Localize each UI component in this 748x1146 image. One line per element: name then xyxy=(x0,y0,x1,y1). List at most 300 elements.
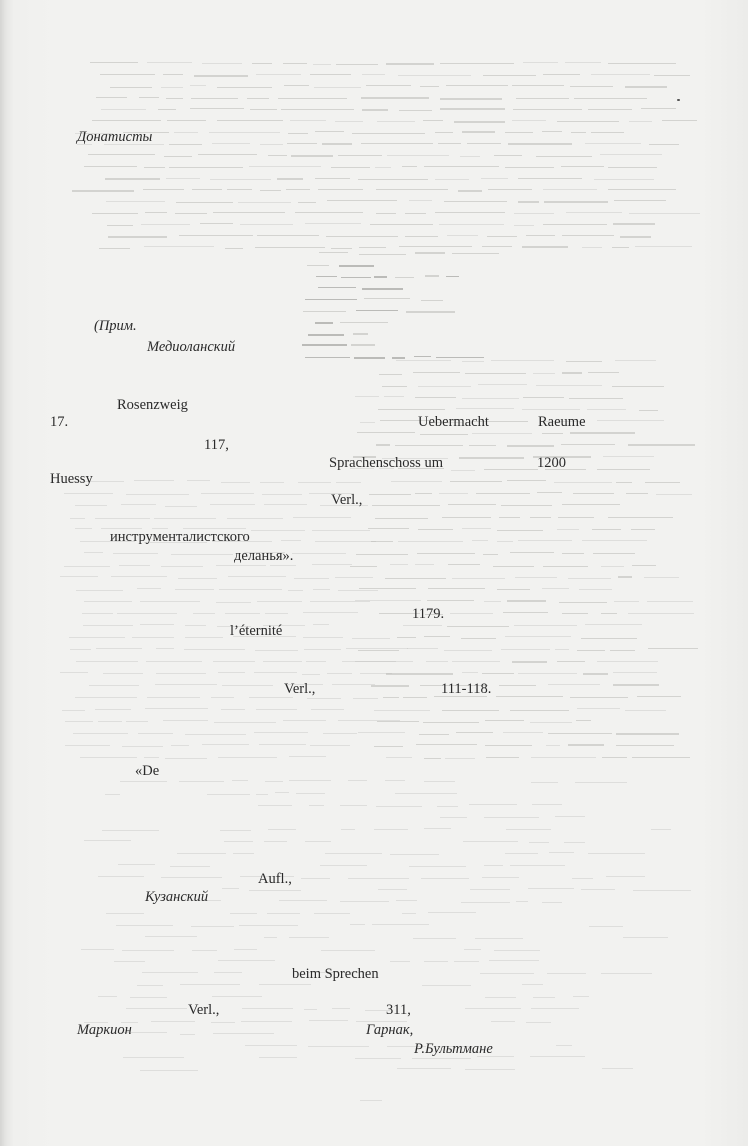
bleed-through-line xyxy=(588,109,632,110)
bleed-through-line xyxy=(374,276,386,277)
bleed-through-line xyxy=(435,132,453,133)
bleed-through-line xyxy=(314,913,351,914)
bleed-through-line xyxy=(318,189,364,190)
word-111-118: 111-118. xyxy=(441,681,492,697)
bleed-through-line xyxy=(418,529,452,530)
bleed-through-line xyxy=(105,794,120,795)
bleed-through-line xyxy=(614,601,639,602)
bleed-through-line xyxy=(267,913,300,914)
word-117: 117, xyxy=(204,437,229,453)
bleed-through-line xyxy=(472,433,532,434)
bleed-through-line xyxy=(428,588,485,589)
bleed-through-line xyxy=(628,444,695,445)
bleed-through-line xyxy=(169,167,243,168)
bleed-through-line xyxy=(100,74,154,75)
bleed-through-line xyxy=(518,673,576,674)
bleed-through-line xyxy=(448,564,480,565)
bleed-through-line xyxy=(514,625,577,626)
bleed-through-line xyxy=(185,734,246,735)
bleed-through-line xyxy=(439,493,468,494)
bleed-through-line xyxy=(513,109,582,110)
bleed-through-line xyxy=(484,469,538,470)
bleed-through-line xyxy=(482,877,519,878)
bleed-through-line xyxy=(570,432,634,433)
bleed-through-line xyxy=(555,649,569,650)
bleed-through-line xyxy=(232,780,248,781)
bleed-through-line xyxy=(216,565,266,566)
bleed-through-line xyxy=(281,540,300,541)
bleed-through-line xyxy=(632,757,689,758)
bleed-through-line xyxy=(662,120,697,121)
bleed-through-line xyxy=(342,661,396,662)
bleed-through-line xyxy=(140,624,173,625)
bleed-through-line xyxy=(651,829,671,830)
bleed-through-line xyxy=(571,132,586,133)
bleed-through-line xyxy=(187,480,210,481)
word-17: 17. xyxy=(50,414,69,430)
bleed-through-line xyxy=(415,252,445,253)
bleed-through-line xyxy=(284,85,309,86)
bleed-through-line xyxy=(264,937,277,938)
bleed-through-line xyxy=(265,781,283,782)
bleed-through-line xyxy=(530,1056,585,1057)
bleed-through-line xyxy=(472,540,487,541)
bleed-through-line xyxy=(462,131,496,132)
bleed-through-line xyxy=(415,564,434,565)
bleed-through-line xyxy=(445,758,475,759)
bleed-through-line xyxy=(577,708,620,709)
bleed-through-line xyxy=(564,842,585,843)
bleed-through-line xyxy=(338,720,399,721)
bleed-through-line xyxy=(482,673,514,674)
bleed-through-line xyxy=(639,410,658,411)
bleed-through-line xyxy=(75,505,107,506)
bleed-through-line xyxy=(192,189,222,190)
bleed-through-line xyxy=(470,889,509,890)
bleed-through-line xyxy=(303,637,342,638)
bleed-through-line xyxy=(610,650,635,651)
bleed-through-line xyxy=(536,385,602,386)
bleed-through-line xyxy=(403,697,427,698)
bleed-through-line xyxy=(292,553,346,554)
bleed-through-line xyxy=(587,409,626,410)
bleed-through-line xyxy=(452,661,500,662)
bleed-through-line xyxy=(407,648,438,649)
bleed-through-line xyxy=(221,709,245,710)
bleed-through-line xyxy=(319,252,348,253)
bleed-through-line xyxy=(537,492,562,493)
bleed-through-line xyxy=(126,721,148,722)
bleed-through-line xyxy=(260,144,284,145)
bleed-through-line xyxy=(192,950,218,951)
bleed-through-line xyxy=(435,179,469,180)
bleed-through-line xyxy=(566,361,602,362)
bleed-through-line xyxy=(415,493,432,494)
bleed-through-line xyxy=(489,960,539,961)
bleed-through-line xyxy=(370,224,433,225)
bleed-through-line xyxy=(384,396,404,397)
bleed-through-line xyxy=(256,794,268,795)
bleed-through-line xyxy=(64,566,110,567)
bleed-through-line xyxy=(332,684,375,685)
bleed-through-line xyxy=(483,554,498,555)
bleed-through-line xyxy=(368,528,409,529)
bleed-through-line xyxy=(542,588,570,589)
bleed-through-line xyxy=(383,697,399,698)
bleed-through-line xyxy=(421,300,443,301)
bleed-through-line xyxy=(510,865,565,866)
bleed-through-line xyxy=(105,178,160,179)
bleed-through-line xyxy=(340,901,389,902)
bleed-through-line xyxy=(494,950,541,951)
bleed-through-line xyxy=(597,420,665,421)
bleed-through-line xyxy=(145,708,208,709)
bleed-through-line xyxy=(574,98,647,99)
bleed-through-line xyxy=(446,85,508,86)
bleed-through-line xyxy=(452,578,506,579)
bleed-through-line xyxy=(289,937,329,938)
bleed-through-line xyxy=(597,661,658,662)
bleed-through-line xyxy=(546,745,561,746)
bleed-through-line xyxy=(608,167,657,168)
bleed-through-line xyxy=(397,637,416,638)
bleed-through-line xyxy=(516,98,569,99)
bleed-through-line xyxy=(456,732,494,733)
bleed-through-line xyxy=(331,167,370,168)
bleed-through-line xyxy=(307,698,341,699)
bleed-through-line xyxy=(442,517,491,518)
bleed-through-line xyxy=(395,793,456,794)
bleed-through-line xyxy=(216,602,251,603)
bleed-through-line xyxy=(484,601,501,602)
bleed-through-line xyxy=(310,745,350,746)
bleed-through-line xyxy=(440,63,514,64)
bleed-through-line xyxy=(526,235,555,236)
bleed-through-line xyxy=(416,744,477,745)
bleed-through-line xyxy=(222,685,272,686)
bleed-through-line xyxy=(523,62,558,63)
bleed-through-line xyxy=(354,357,385,358)
bleed-through-line xyxy=(185,625,206,626)
bleed-through-line xyxy=(225,248,244,249)
bleed-through-line xyxy=(355,396,379,397)
bleed-through-line xyxy=(108,236,167,237)
bleed-through-line xyxy=(242,1008,293,1009)
word-aufl: Aufl., xyxy=(258,871,292,887)
bleed-through-line xyxy=(507,445,554,446)
bleed-through-line xyxy=(156,648,174,649)
bleed-through-line xyxy=(516,901,529,902)
bleed-through-line xyxy=(413,372,459,373)
bleed-through-line xyxy=(371,685,409,686)
bleed-through-line xyxy=(423,120,443,121)
bleed-through-line xyxy=(102,830,158,831)
bleed-through-line xyxy=(217,87,272,88)
bleed-through-line xyxy=(103,673,143,674)
bleed-through-line xyxy=(505,167,554,168)
word-311: 311, xyxy=(386,1002,411,1018)
bleed-through-line xyxy=(645,482,680,483)
bleed-through-line xyxy=(602,757,626,758)
bleed-through-line xyxy=(649,144,679,145)
bleed-through-line xyxy=(629,121,652,122)
bleed-through-line xyxy=(107,225,133,226)
bleed-through-line xyxy=(304,1009,317,1010)
bleed-through-line xyxy=(202,63,242,64)
bleed-through-line xyxy=(454,121,504,122)
bleed-through-line xyxy=(305,357,349,358)
bleed-through-line xyxy=(444,201,507,202)
bleed-through-line xyxy=(218,960,275,961)
bleed-through-line xyxy=(289,780,330,781)
bleed-through-line xyxy=(180,1034,194,1035)
bleed-through-line xyxy=(355,1058,401,1059)
bleed-through-line xyxy=(374,829,408,830)
bleed-through-line xyxy=(483,75,536,76)
bleed-through-line xyxy=(588,853,644,854)
bleed-through-line xyxy=(591,74,650,75)
bleed-through-line xyxy=(528,888,574,889)
bleed-through-line xyxy=(295,212,362,213)
bleed-through-line xyxy=(543,74,579,75)
bleed-through-line xyxy=(424,828,451,829)
bleed-through-line xyxy=(616,745,674,746)
bleed-through-line xyxy=(533,373,555,374)
bleed-through-line xyxy=(213,212,285,213)
bleed-through-line xyxy=(320,865,367,866)
bleed-through-line xyxy=(565,62,601,63)
bleed-through-line xyxy=(137,588,162,589)
bleed-through-line xyxy=(257,235,319,236)
bleed-through-line xyxy=(529,842,549,843)
bleed-through-line xyxy=(89,685,140,686)
bleed-through-line xyxy=(447,626,509,627)
bleed-through-line xyxy=(585,624,642,625)
bleed-through-line xyxy=(106,201,164,202)
bleed-through-line xyxy=(436,357,483,358)
bleed-through-line xyxy=(65,745,110,746)
bleed-through-line xyxy=(207,794,250,795)
bleed-through-line xyxy=(143,189,184,190)
bleed-through-line xyxy=(450,613,493,614)
bleed-through-line xyxy=(170,866,210,867)
bleed-through-line xyxy=(608,189,675,190)
bleed-through-line xyxy=(311,709,344,710)
bleed-through-line xyxy=(512,661,547,662)
bleed-through-line xyxy=(340,805,367,806)
bleed-through-line xyxy=(316,276,337,277)
bleed-through-line xyxy=(409,200,432,201)
bleed-through-line xyxy=(301,878,330,879)
bleed-through-line xyxy=(76,661,139,662)
bleed-through-line xyxy=(446,276,458,277)
bleed-through-line xyxy=(606,876,644,877)
bleed-through-line xyxy=(151,1021,195,1022)
bleed-through-line xyxy=(171,554,233,555)
bleed-through-line xyxy=(555,816,585,817)
bleed-through-line xyxy=(310,601,370,602)
bleed-through-line xyxy=(562,235,614,236)
bleed-through-line xyxy=(591,132,624,133)
bleed-through-line xyxy=(507,600,546,601)
bleed-through-line xyxy=(84,552,103,553)
bleed-through-line xyxy=(465,1069,515,1070)
bleed-through-line xyxy=(341,829,355,830)
word-verl-1: Verl., xyxy=(331,492,363,508)
bleed-through-line xyxy=(543,566,589,567)
bleed-through-line xyxy=(249,697,292,698)
bleed-through-line xyxy=(95,518,150,519)
bleed-through-line xyxy=(156,673,206,674)
bleed-through-line xyxy=(558,517,594,518)
bleed-through-line xyxy=(335,121,364,122)
bleed-through-line xyxy=(570,697,628,698)
bleed-through-line xyxy=(359,247,386,248)
bleed-through-line xyxy=(224,841,253,842)
bleed-through-line xyxy=(194,75,248,76)
bleed-through-line xyxy=(491,360,555,361)
bleed-through-line xyxy=(577,650,605,651)
bleed-through-line xyxy=(531,757,595,758)
bleed-through-line xyxy=(327,673,352,674)
bleed-through-line xyxy=(601,973,651,974)
bleed-through-line xyxy=(65,721,92,722)
bleed-through-line xyxy=(323,733,357,734)
bleed-through-line xyxy=(377,121,415,122)
bleed-through-line xyxy=(296,793,325,794)
bleed-through-line xyxy=(258,805,292,806)
bleed-through-line xyxy=(458,190,482,191)
bleed-through-line xyxy=(554,482,611,483)
word-1200: 1200 xyxy=(537,455,566,471)
bleed-through-line xyxy=(220,830,251,831)
word-instrumentalistskogo: инструменталистского xyxy=(110,529,250,545)
bleed-through-line xyxy=(256,709,296,710)
bleed-through-line xyxy=(298,202,316,203)
bleed-through-line xyxy=(310,74,351,75)
bleed-through-line xyxy=(233,853,254,854)
bleed-through-line xyxy=(447,235,479,236)
bleed-through-line xyxy=(222,888,239,889)
bleed-through-line xyxy=(518,540,572,541)
bleed-through-line xyxy=(510,552,553,553)
bleed-through-line xyxy=(83,625,133,626)
bleed-through-line xyxy=(583,673,608,674)
bleed-through-line xyxy=(390,961,411,962)
bleed-through-line xyxy=(557,661,585,662)
bleed-through-line xyxy=(252,63,272,64)
bleed-through-line xyxy=(362,288,403,289)
bleed-through-line xyxy=(254,732,308,733)
bleed-through-line xyxy=(420,434,468,435)
bleed-through-line xyxy=(641,108,676,109)
bleed-through-line xyxy=(424,166,499,167)
bleed-through-line xyxy=(480,973,534,974)
bleed-through-line xyxy=(557,121,619,122)
bleed-through-line xyxy=(582,247,602,248)
bleed-through-line xyxy=(262,494,302,495)
bleed-through-line xyxy=(467,143,502,144)
bleed-through-line xyxy=(69,637,125,638)
bleed-through-line xyxy=(648,648,698,649)
bleed-through-line xyxy=(417,553,475,554)
word-verl-2: Verl., xyxy=(284,681,316,697)
bleed-through-line xyxy=(75,697,137,698)
bleed-through-line xyxy=(414,356,432,357)
bleed-through-line xyxy=(435,212,505,213)
bleed-through-line xyxy=(305,223,361,224)
bleed-through-line xyxy=(623,937,668,938)
bleed-through-line xyxy=(526,1022,551,1023)
word-r-bultmane: Р.Бультмане xyxy=(414,1041,493,1057)
bleed-through-line xyxy=(478,384,528,385)
bleed-through-line xyxy=(356,554,408,555)
bleed-through-line xyxy=(390,854,439,855)
bleed-through-line xyxy=(214,972,242,973)
bleed-through-line xyxy=(608,517,673,518)
bleed-through-line xyxy=(450,481,502,482)
word-kuzanskiy: Кузанский xyxy=(145,889,209,905)
bleed-through-line xyxy=(374,746,403,747)
bleed-through-line xyxy=(396,900,417,901)
bleed-through-line xyxy=(221,482,249,483)
bleed-through-line xyxy=(315,131,345,132)
bleed-through-line xyxy=(501,505,552,506)
bleed-through-line xyxy=(306,661,326,662)
word-huessy: Huessy xyxy=(50,471,93,487)
bleed-through-line xyxy=(581,889,615,890)
bleed-through-line xyxy=(351,344,375,345)
bleed-through-line xyxy=(422,985,471,986)
bleed-through-line xyxy=(462,672,478,673)
bleed-through-line xyxy=(536,156,592,157)
bleed-through-line xyxy=(569,398,622,399)
word-1179: 1179. xyxy=(412,606,445,622)
word-delanya: деланья». xyxy=(234,548,294,564)
bleed-through-line xyxy=(185,637,222,638)
bleed-through-line xyxy=(314,87,361,88)
word-raeume: Raeume xyxy=(538,414,586,430)
bleed-through-line xyxy=(442,710,498,711)
bleed-through-line xyxy=(298,482,331,483)
bleed-through-line xyxy=(352,133,426,134)
bleed-through-line xyxy=(113,553,158,554)
bleed-through-line xyxy=(348,878,409,879)
bleed-through-line xyxy=(507,480,545,481)
bleed-through-line xyxy=(353,698,377,699)
bleed-through-line xyxy=(211,697,234,698)
bleed-through-line xyxy=(268,155,287,156)
bleed-through-line xyxy=(218,757,277,758)
bleed-through-line xyxy=(485,997,516,998)
bleed-through-line xyxy=(200,223,233,224)
bleed-through-line xyxy=(420,86,439,87)
bleed-through-line xyxy=(481,178,509,179)
bleed-through-line xyxy=(140,601,200,602)
bleed-through-line xyxy=(241,1021,292,1022)
bleed-through-line xyxy=(562,553,584,554)
bleed-through-line xyxy=(362,74,385,75)
bleed-through-line xyxy=(302,674,321,675)
bleed-through-line xyxy=(568,744,603,745)
bleed-through-line xyxy=(625,710,666,711)
bleed-through-line xyxy=(84,601,133,602)
bleed-through-line xyxy=(139,97,159,98)
bleed-through-line xyxy=(184,649,245,650)
bleed-through-line xyxy=(376,189,448,190)
bleed-through-line xyxy=(146,661,202,662)
bleed-through-line xyxy=(386,63,434,64)
